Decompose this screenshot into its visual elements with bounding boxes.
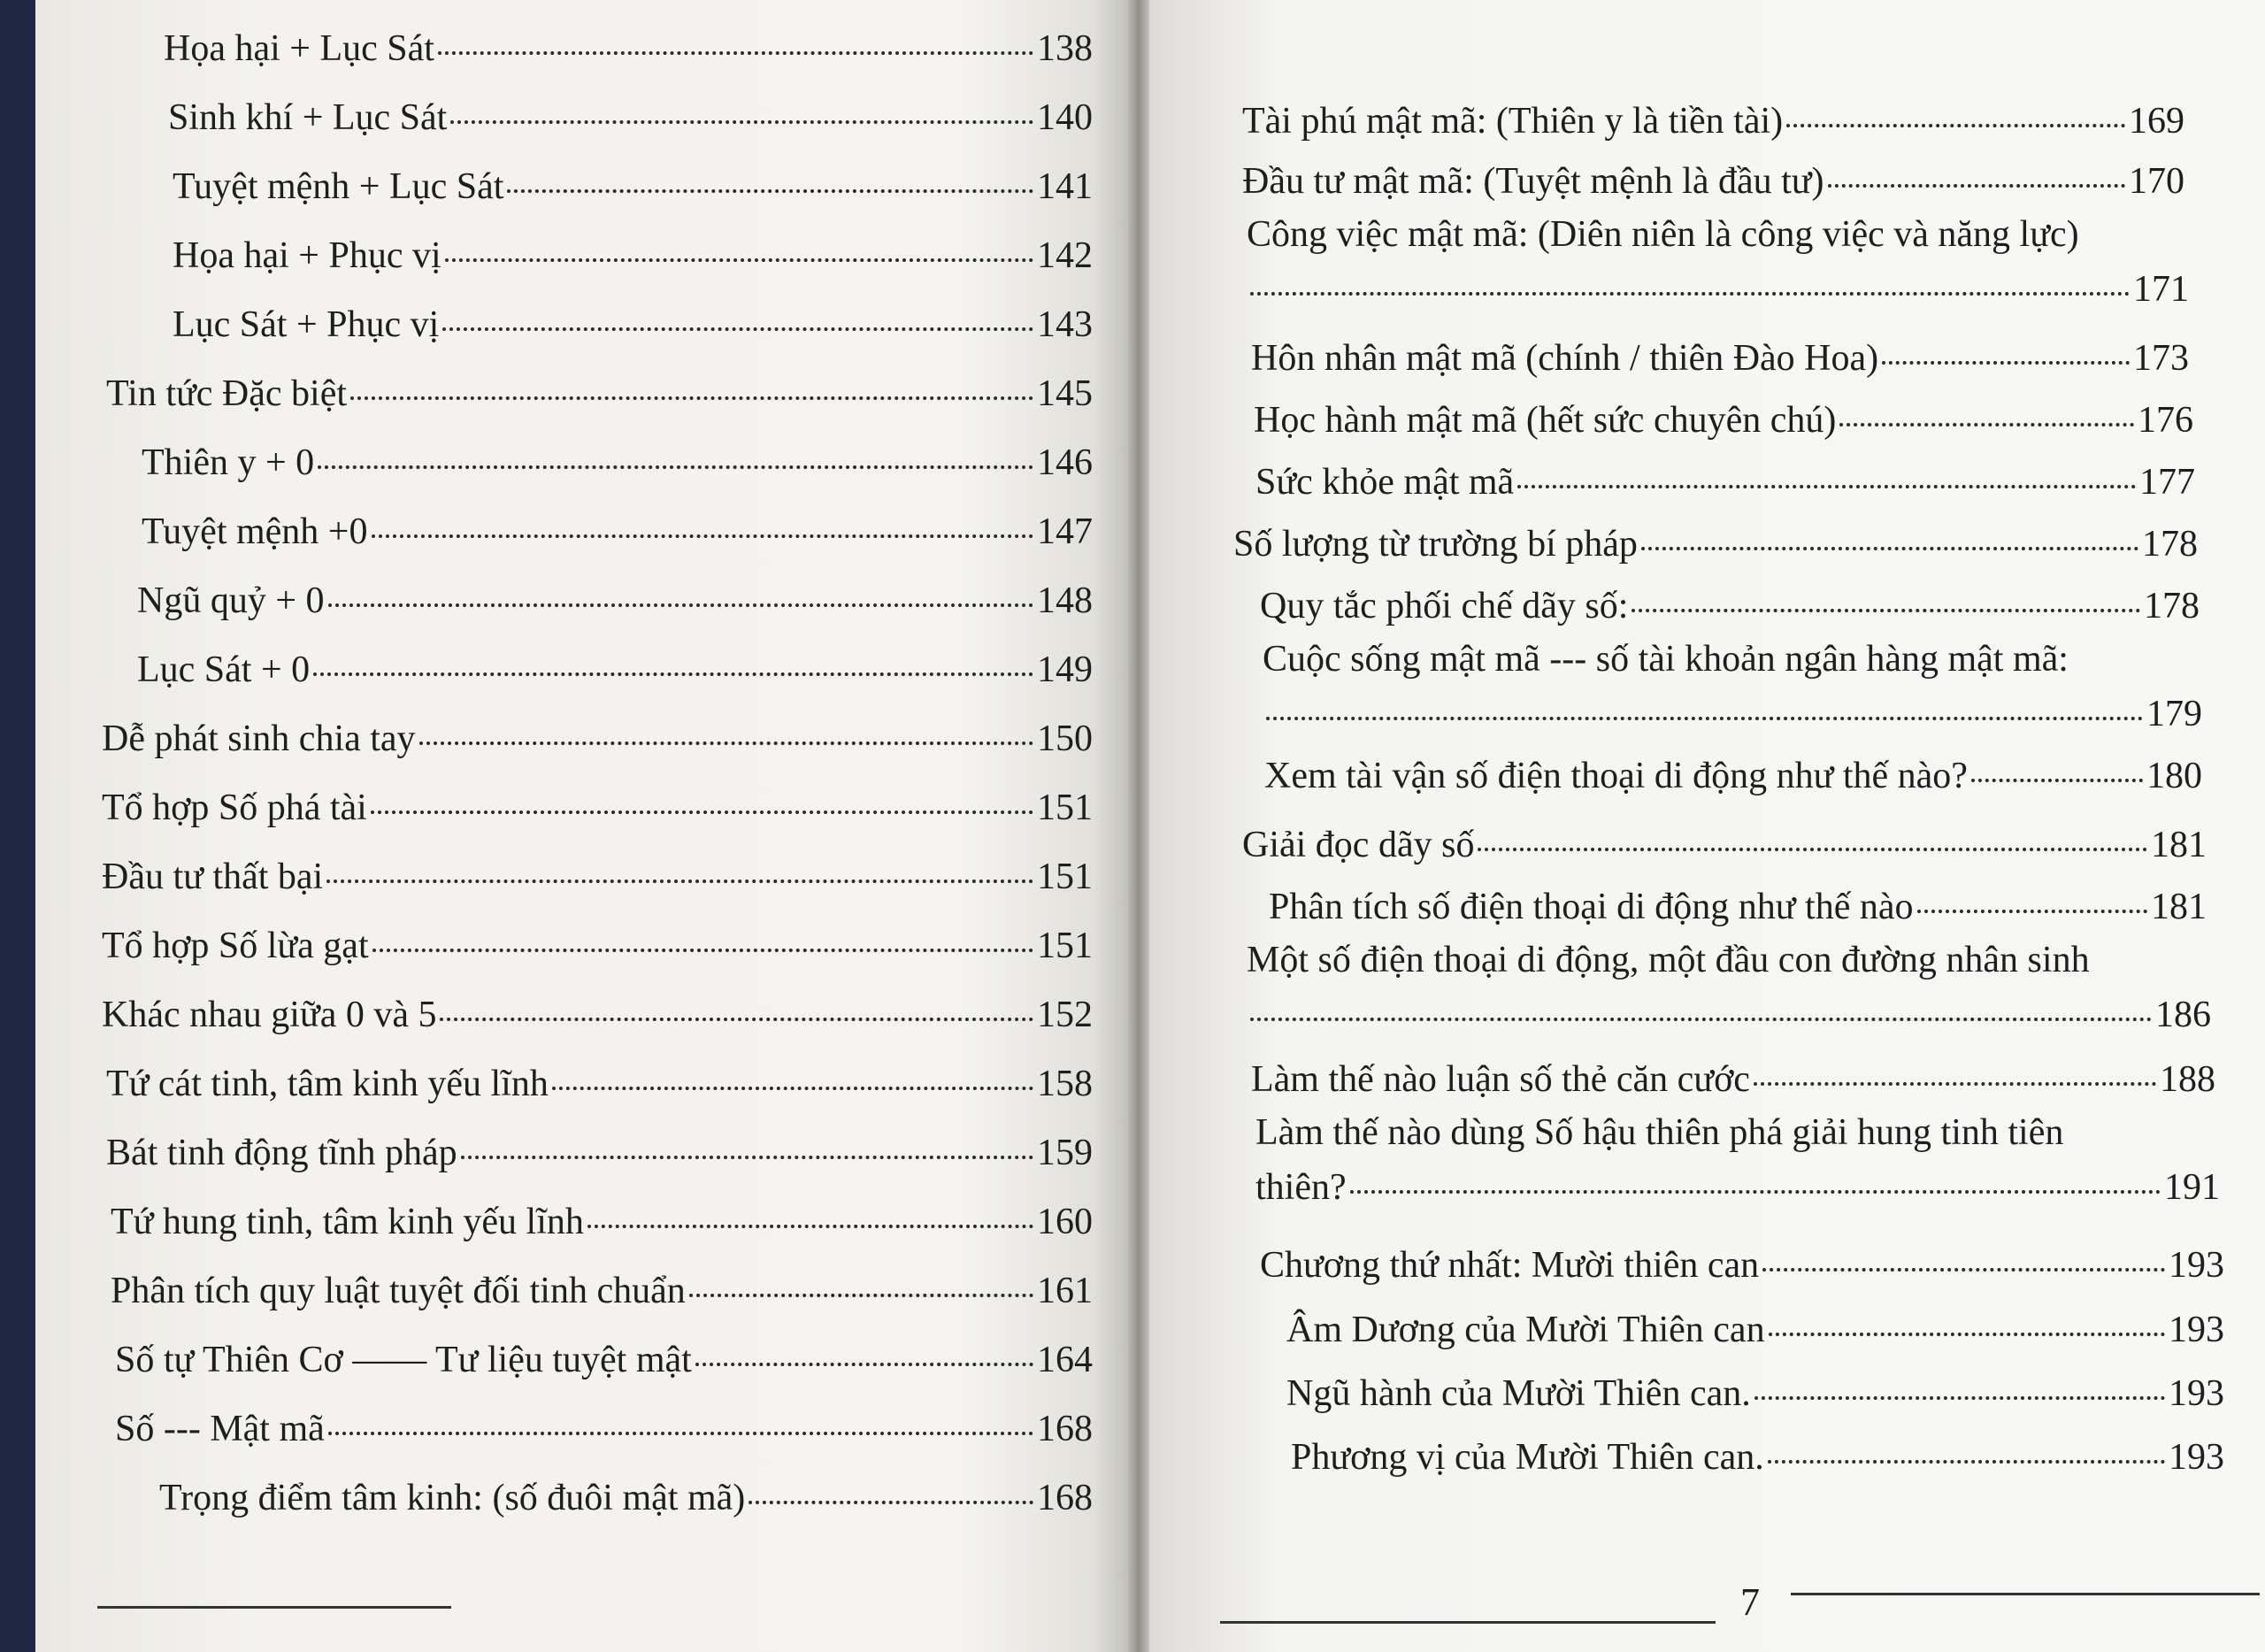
toc-entry-page: 193 xyxy=(2169,1437,2224,1478)
leader-dots xyxy=(461,1156,1033,1159)
toc-entry xyxy=(1254,398,2193,442)
toc-entry-page: 150 xyxy=(1037,718,1093,759)
toc-entry-label: Tuyệt mệnh +0 xyxy=(142,511,368,552)
toc-entry xyxy=(168,96,1093,140)
toc-entry-page: 178 xyxy=(2144,586,2200,626)
toc-entry-page: 159 xyxy=(1037,1133,1093,1173)
toc-entry-page: 145 xyxy=(1037,373,1093,414)
leader-dots xyxy=(1882,361,2130,365)
toc-entry xyxy=(1269,885,2207,929)
toc-entry-page: 191 xyxy=(2164,1167,2220,1208)
toc-entry xyxy=(137,648,1093,692)
toc-entry-page: 143 xyxy=(1037,304,1093,345)
toc-entry xyxy=(1286,1372,2224,1416)
leader-dots xyxy=(372,534,1034,538)
toc-entry xyxy=(1251,336,2189,380)
toc-entry-page: 151 xyxy=(1037,788,1093,828)
toc-entry xyxy=(1286,1308,2224,1352)
toc-entry xyxy=(173,303,1093,347)
toc-entry-label: Hôn nhân mật mã (chính / thiên Đào Hoa) xyxy=(1251,338,1879,379)
toc-entry-multiline xyxy=(1255,1110,2220,1210)
leader-dots xyxy=(371,811,1033,814)
leader-dots xyxy=(689,1294,1033,1297)
leader-dots xyxy=(1971,779,2143,782)
toc-entry-label: Khác nhau giữa 0 và 5 xyxy=(102,995,437,1035)
toc-entry xyxy=(1260,1243,2224,1287)
toc-entry-page: 180 xyxy=(2146,756,2202,796)
toc-entry-label: Số lượng từ trường bí pháp xyxy=(1233,524,1638,565)
toc-entry-page: 158 xyxy=(1037,1064,1093,1104)
toc-entry-label: Phương vị của Mười Thiên can. xyxy=(1291,1437,1764,1478)
toc-entry-label: Tứ hung tinh, tâm kinh yếu lĩnh xyxy=(111,1202,584,1242)
leader-dots xyxy=(1917,910,2148,913)
toc-entry xyxy=(173,165,1093,209)
toc-entry-page: 171 xyxy=(2133,269,2189,310)
toc-entry-label: Cuộc sống mật mã --- số tài khoản ngân hàng mật mã: xyxy=(1263,639,2069,680)
leader-dots xyxy=(1641,547,2138,550)
toc-entry-label: Lục Sát + Phục vị xyxy=(173,304,440,345)
toc-entry-label: Xem tài vận số điện thoại di động như thế nào? xyxy=(1264,756,1968,796)
toc-entry xyxy=(102,855,1093,899)
leader-dots xyxy=(1769,1333,2165,1336)
toc-entry-label: Lục Sát + 0 xyxy=(137,649,311,690)
toc-entry xyxy=(1255,460,2195,504)
toc-entry xyxy=(111,1200,1093,1244)
toc-entry xyxy=(115,1407,1093,1451)
toc-entry-page: 168 xyxy=(1037,1409,1093,1449)
leader-dots xyxy=(372,949,1033,952)
leader-dots xyxy=(438,51,1033,55)
toc-entry-page: 181 xyxy=(2151,825,2207,865)
leader-dots xyxy=(442,327,1033,331)
left-page xyxy=(35,0,1128,1652)
toc-entry-page: 193 xyxy=(2169,1373,2224,1414)
footer-rule-right xyxy=(1791,1593,2260,1595)
toc-entry-label: Chương thứ nhất: Mười thiên can xyxy=(1260,1245,1760,1286)
leader-dots xyxy=(1350,1190,2161,1194)
toc-entry-page: 177 xyxy=(2139,462,2195,503)
toc-entry-page: 140 xyxy=(1037,97,1093,138)
leader-dots xyxy=(450,120,1033,124)
toc-entry-page: 138 xyxy=(1037,28,1093,69)
toc-entry-label: Họa hại + Lục Sát xyxy=(164,28,434,69)
leader-dots xyxy=(326,880,1033,883)
leader-dots xyxy=(1266,717,2143,720)
toc-entry xyxy=(1264,754,2202,798)
toc-entry-multiline xyxy=(1247,212,2189,311)
toc-entry-page: 173 xyxy=(2133,338,2189,379)
leader-dots xyxy=(1250,1018,2152,1021)
toc-entry-label: Học hành mật mã (hết sức chuyên chú) xyxy=(1254,400,1837,441)
toc-entry-label: Quy tắc phối chế dãy số: xyxy=(1260,586,1629,626)
toc-entry-label: Tuyệt mệnh + Lục Sát xyxy=(173,166,504,207)
toc-entry-page: 179 xyxy=(2146,694,2202,734)
toc-entry-label: Trọng điểm tâm kinh: (số đuôi mật mã) xyxy=(159,1478,746,1518)
toc-entry xyxy=(1242,99,2184,143)
toc-entry-label: Ngũ hành của Mười Thiên can. xyxy=(1286,1373,1751,1414)
toc-entry-label: Tin tức Đặc biệt xyxy=(106,373,348,414)
toc-entry xyxy=(137,579,1093,623)
toc-entry-page: 152 xyxy=(1037,995,1093,1035)
toc-entry-page: 141 xyxy=(1037,166,1093,207)
leader-dots xyxy=(1768,1460,2165,1464)
leader-dots xyxy=(419,741,1033,745)
toc-entry-label: Tổ hợp Số lừa gạt xyxy=(102,926,369,966)
toc-entry-label: Tài phú mật mã: (Thiên y là tiền tài) xyxy=(1242,101,1784,142)
toc-entry-page: 151 xyxy=(1037,926,1093,966)
toc-entry-label: Phân tích quy luật tuyệt đối tinh chuẩn xyxy=(111,1271,686,1311)
toc-entry-label: Một số điện thoại di động, một đầu con đường nhân sinh xyxy=(1247,940,2090,980)
toc-entry-page: 146 xyxy=(1037,442,1093,483)
leader-dots xyxy=(749,1501,1033,1504)
leader-dots xyxy=(1786,124,2125,127)
toc-entry xyxy=(1242,159,2184,204)
footer-rule-left xyxy=(1220,1621,1716,1624)
right-page xyxy=(1149,0,2265,1652)
toc-entry-line2 xyxy=(1263,692,2202,736)
toc-entry xyxy=(106,1131,1093,1175)
toc-entry xyxy=(102,924,1093,968)
toc-entry-label: Tổ hợp Số phá tài xyxy=(102,788,367,828)
footer-rule-left xyxy=(97,1606,451,1609)
toc-entry-label: Đầu tư thất bại xyxy=(102,857,324,897)
toc-entry-label: Số --- Mật mã xyxy=(115,1409,325,1449)
toc-entry-label: Đầu tư mật mã: (Tuyệt mệnh là đầu tư) xyxy=(1242,161,1824,202)
toc-entry-page: 142 xyxy=(1037,235,1093,276)
toc-entry-page: 178 xyxy=(2142,524,2198,565)
toc-entry-line2 xyxy=(1247,993,2211,1037)
toc-entry-label: Số tự Thiên Cơ —— Tư liệu tuyệt mật xyxy=(115,1340,692,1380)
toc-entry-page: 193 xyxy=(2169,1310,2224,1350)
leader-dots xyxy=(445,258,1033,262)
toc-entry xyxy=(142,510,1093,554)
toc-entry-label-continued: thiên? xyxy=(1255,1167,1347,1208)
toc-entry-label: Tứ cát tinh, tâm kinh yếu lĩnh xyxy=(106,1064,549,1104)
toc-entry-label: Họa hại + Phục vị xyxy=(173,235,441,276)
leader-dots xyxy=(1754,1396,2165,1400)
toc-entry-label: Âm Dương của Mười Thiên can xyxy=(1286,1310,1765,1350)
toc-entry xyxy=(106,1062,1093,1106)
toc-entry xyxy=(1251,1057,2215,1102)
toc-entry xyxy=(102,993,1093,1037)
toc-entry-page: 169 xyxy=(2129,101,2184,142)
leader-dots xyxy=(695,1363,1033,1366)
toc-entry-line2 xyxy=(1247,267,2189,311)
toc-entry-multiline xyxy=(1263,637,2202,736)
leader-dots xyxy=(328,1432,1033,1435)
leader-dots xyxy=(440,1018,1033,1021)
toc-entry xyxy=(1260,584,2200,628)
toc-entry-label: Dễ phát sinh chia tay xyxy=(102,718,416,759)
toc-entry-page: 186 xyxy=(2155,995,2211,1035)
toc-entry xyxy=(102,786,1093,830)
leader-dots xyxy=(318,465,1033,469)
leader-dots xyxy=(1839,423,2134,426)
page-number: 7 xyxy=(1740,1580,1760,1624)
toc-entry-page: 160 xyxy=(1037,1202,1093,1242)
toc-entry-label: Làm thế nào dùng Số hậu thiên phá giải hung tinh tiên xyxy=(1255,1112,2064,1153)
toc-entry-label: Giải đọc dãy số xyxy=(1242,825,1475,865)
toc-entry-label: Làm thế nào luận số thẻ căn cước xyxy=(1251,1059,1750,1100)
leader-dots xyxy=(1250,292,2130,296)
leader-dots xyxy=(1828,184,2125,188)
toc-entry-page: 168 xyxy=(1037,1478,1093,1518)
toc-entry xyxy=(102,717,1093,761)
leader-dots xyxy=(587,1225,1033,1228)
toc-entry-label: Bát tinh động tĩnh pháp xyxy=(106,1133,457,1173)
toc-entry-page: 149 xyxy=(1037,649,1093,690)
toc-entry xyxy=(159,1476,1093,1520)
leader-dots xyxy=(507,189,1033,193)
toc-entry xyxy=(1233,522,2198,566)
toc-entry-label: Sinh khí + Lục Sát xyxy=(168,97,448,138)
leader-dots xyxy=(350,396,1033,400)
toc-entry-label: Phân tích số điện thoại di động như thế nào xyxy=(1269,887,1914,927)
leader-dots xyxy=(328,603,1033,607)
page-shadow xyxy=(1093,0,1128,1652)
leader-dots xyxy=(1478,848,2147,851)
toc-entry-label: Công việc mật mã: (Diên niên là công việc và năng lực) xyxy=(1247,214,2079,255)
toc-entry xyxy=(106,372,1093,416)
leader-dots xyxy=(552,1087,1033,1090)
toc-entry-page: 170 xyxy=(2129,161,2184,202)
toc-entry xyxy=(1291,1435,2224,1479)
toc-entry-page: 147 xyxy=(1037,511,1093,552)
leader-dots xyxy=(1517,485,2136,488)
toc-entry xyxy=(111,1269,1093,1313)
toc-entry xyxy=(115,1338,1093,1382)
toc-entry-multiline xyxy=(1247,938,2211,1037)
leader-dots xyxy=(1754,1082,2156,1086)
toc-entry-page: 161 xyxy=(1037,1271,1093,1311)
toc-entry-page: 148 xyxy=(1037,580,1093,621)
toc-entry-line2 xyxy=(1255,1165,2220,1210)
toc-entry xyxy=(1242,823,2207,867)
book-gutter xyxy=(1128,0,1149,1652)
toc-entry xyxy=(142,441,1093,485)
toc-entry-page: 181 xyxy=(2151,887,2207,927)
leader-dots xyxy=(1762,1268,2165,1272)
leader-dots xyxy=(1632,609,2140,612)
toc-entry-page: 151 xyxy=(1037,857,1093,897)
toc-entry-label: Thiên y + 0 xyxy=(142,442,315,483)
toc-entry xyxy=(164,27,1093,71)
toc-entry xyxy=(173,234,1093,278)
toc-entry-page: 193 xyxy=(2169,1245,2224,1286)
toc-entry-label: Ngũ quỷ + 0 xyxy=(137,580,325,621)
toc-entry-page: 188 xyxy=(2160,1059,2215,1100)
toc-entry-label: Sức khỏe mật mã xyxy=(1255,462,1515,503)
toc-entry-page: 176 xyxy=(2138,400,2193,441)
leader-dots xyxy=(313,672,1033,676)
toc-entry-page: 164 xyxy=(1037,1340,1093,1380)
